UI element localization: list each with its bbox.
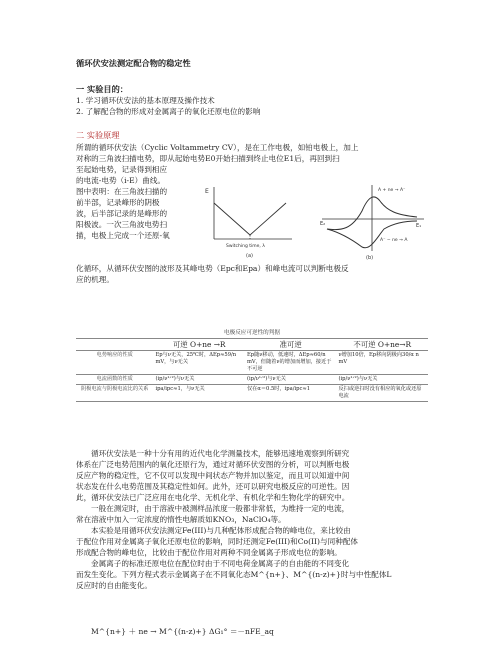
objective-item: 2. 了解配合物的形成对金属离子的氧化还原电位的影响: [76, 107, 261, 116]
principle-line: 所谓的循环伏安法（Cyclic Voltammetry CV），是在工作电极，如铂电极上，加上: [76, 143, 359, 152]
table-cell: (ip/ν¹ᐟ²)与ν无关: [153, 375, 245, 385]
body-line: 而发生变化。下列方程式表示金属离子在不同氧化态M^{n+}、M^{(n-z)+}时与中性配体L: [76, 570, 392, 579]
body-line: 于配位作用对金属离子氧化还原电位的影响，同时还测定Fe(III)和Co(II)与同种配体: [76, 537, 358, 546]
body-line: 常在溶液中加入一定浓度的惰性电解质如KNO₃，NaClO₄等。: [76, 515, 286, 524]
e1-label: E₁: [416, 223, 422, 229]
section-heading-principle: 二 实验原理: [76, 130, 120, 140]
table-cell: 电势响应的性质: [76, 351, 153, 375]
document-title: 循环伏安法测定配合物的稳定性: [76, 58, 191, 68]
table-header-row: [76, 339, 428, 351]
right-sub-label: (b): [366, 255, 374, 261]
body-line: 一般在测定时，由于溶液中被测样品浓度一般都非常低，为维持一定的电流，: [91, 504, 350, 513]
table-row: [76, 375, 428, 385]
table-header: 可逆 O+ne →R: [153, 339, 245, 351]
voltammogram-plot: [322, 185, 424, 251]
principle-line: 对称的三角波扫描电势，即从起始电势E0开始扫描到终止电位E1后，再回到扫: [76, 154, 340, 163]
right-label-oxidation: A⁻ − ne → A: [380, 238, 408, 243]
principle-line: 图中表明：在三角波扫描的: [76, 187, 168, 196]
table-row: [76, 385, 428, 402]
body-line: 反应时的自由能变化。: [76, 581, 152, 590]
y-axis-label: E: [205, 188, 209, 195]
left-sub-label: (a): [246, 253, 253, 259]
reversibility-table: [76, 338, 428, 402]
table-cell: (ip/ν¹ᐟ²)与ν无关: [336, 375, 428, 385]
table-cell: ν增加10倍，Ep移向阴极向30/α n mV: [336, 351, 428, 375]
principle-line: 的电流-电势（i-E）曲线。: [76, 176, 166, 185]
body-line: 循环伏安法是一种十分有用的近代电化学测量技术，能够迅速地观察到所研究: [91, 449, 350, 458]
objective-item: 1. 学习循环伏安法的基本原理及操作技术: [76, 96, 215, 105]
principle-line: 波，后半部记录的是峰形的: [76, 209, 168, 218]
table-cell: Ep与ν无关，25℃时，ΔEp≈59/n mV，与ν无关: [153, 351, 245, 375]
principle-line: 前半部，记录峰形的阴极: [76, 198, 160, 207]
table-header: 准可逆: [245, 339, 337, 351]
body-line: 此，循环伏安法已广泛应用在电化学、无机化学、有机化学和生物化学的研究中。: [76, 493, 350, 502]
principle-line: 化循环，从循环伏安图的波形及其峰电势（Epc和Epa）和峰电流可以判断电极反: [76, 264, 349, 273]
table-cell: 仅在α＝0.5时，ipa/ipc≈1: [245, 385, 337, 402]
body-line: 本实验是用循环伏安法测定Fe(III)与几种配体形成配合物的峰电位，来比较由: [91, 526, 351, 535]
table-cell: 反扫或逆扫时没有相应的氧化或还原电流: [336, 385, 428, 402]
table-header: 不可逆 O+ne→R: [336, 339, 428, 351]
principle-line: 应的机理。: [76, 275, 114, 284]
free-energy-equation: M^{n+} ＋ ne → M^{(n-z)+} ΔG₁° ＝－nFE_aq: [91, 627, 274, 636]
body-line: 反应产物的稳定性，它不仅可以发现中间状态产物并加以鉴定，而且可以知道中间: [76, 471, 350, 480]
left-x-label: Switching time, λ: [226, 244, 265, 249]
table-row: [76, 351, 428, 375]
section-heading-objectives: 一 实验目的：: [76, 84, 128, 94]
table-cell: 阴极电流与阴极电流比的关系: [76, 385, 153, 402]
body-line: 体系在广泛电势范围内的氧化还原行为，通过对循环伏安图的分析，可以判断电极: [76, 460, 350, 469]
body-line: 形成配合物的峰电位，比较由于配位作用对两种不同金属离子形成电位的影响。: [76, 548, 342, 557]
right-label-reduction: A + ne → A⁻: [378, 188, 406, 193]
table-cell: Ep随ν移动，低速时，ΔEp≈60/n mV，但随着ν的增加而增加，接近于不可逆: [245, 351, 337, 375]
table-cell: ipa/ipc≈1，与ν无关: [153, 385, 245, 402]
cyclic-voltammetry-figure: [202, 181, 428, 261]
e2-label: E₂: [320, 221, 326, 227]
principle-line: 描，电极上完成一个还原-氧: [76, 231, 170, 240]
table-cell: (ip/ν¹ᐟ²)与ν无关: [245, 375, 337, 385]
table-header: [76, 339, 153, 351]
table-caption: 电极反应可逆性的判据: [224, 330, 280, 336]
principle-line: 至起始电势，记录得到相应: [76, 165, 168, 174]
body-line: 金属离子的标准还原电位在配位时由于不同电荷金属离子的自由能的不同变化: [91, 559, 350, 568]
principle-line: 阳极波。一次三角波电势扫: [76, 220, 168, 229]
body-line: 状态发在什么电势范围及其稳定性如何。此外，还可以研究电极反应的可逆性。因: [76, 482, 350, 491]
table-cell: 电流函数的性质: [76, 375, 153, 385]
triangular-wave-plot: [214, 187, 292, 239]
